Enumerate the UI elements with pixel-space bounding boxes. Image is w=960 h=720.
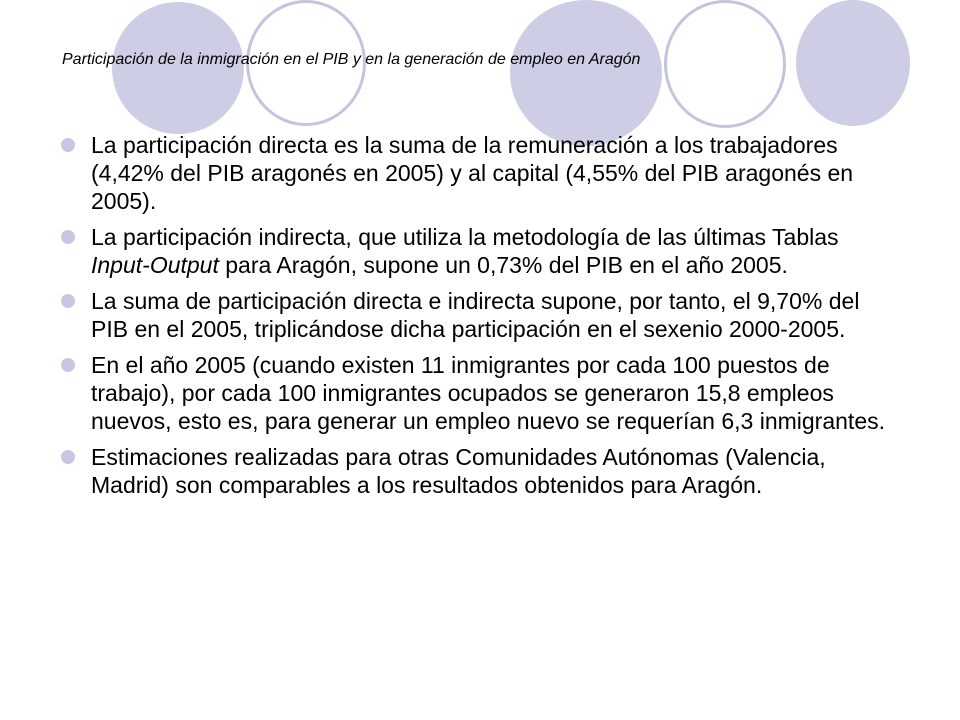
slide-title: Participación de la inmigración en el PIB y en la generación de empleo en Aragón [62,51,641,68]
bullet-item [60,131,900,215]
bullet-text: Estimaciones realizadas para otras Comunidades Autónomas (Valencia, Madrid) son comparables a los resultados obtenidos para Aragón. [91,444,826,498]
bullet-text: La suma de participación directa e indirecta supone, por tanto, el 9,70% del PIB en el 2005, triplicándose dicha participación en el sexenio 2000-2005. [91,288,860,342]
bullet-item [60,223,900,279]
bullet-dot-icon [61,294,75,308]
bullet-text-after: para Aragón, supone un 0,73% del PIB en el año 2005. [218,252,788,278]
bullet-text [91,223,900,279]
bullet-dot-icon [61,230,75,244]
bullet-dot-icon [61,358,75,372]
bullet-list [60,131,900,507]
bullet-dot-icon [61,138,75,152]
decorative-circle-filled [510,0,662,146]
bullet-text: La participación directa es la suma de la remuneración a los trabajadores (4,42% del PIB aragonés en 2005) y al capital (4,55% del PIB aragonés en 2005). [91,132,854,214]
bullet-item [60,351,900,435]
bullet-item [60,443,900,499]
bullet-item [60,287,900,343]
bullet-dot-icon [61,450,75,464]
bullet-text: En el año 2005 (cuando existen 11 inmigrantes por cada 100 puestos de trabajo), por cada 100 inmigrantes ocupados se generaron 15,8 empleos nuevos, esto es, para generar un empleo nuevo se requerían 6,3 inmigrantes. [91,352,885,434]
bullet-text-emphasis: Input-Output [91,252,219,278]
bullet-text-before: La participación indirecta, que utiliza la metodología de las últimas Tablas [91,224,839,250]
